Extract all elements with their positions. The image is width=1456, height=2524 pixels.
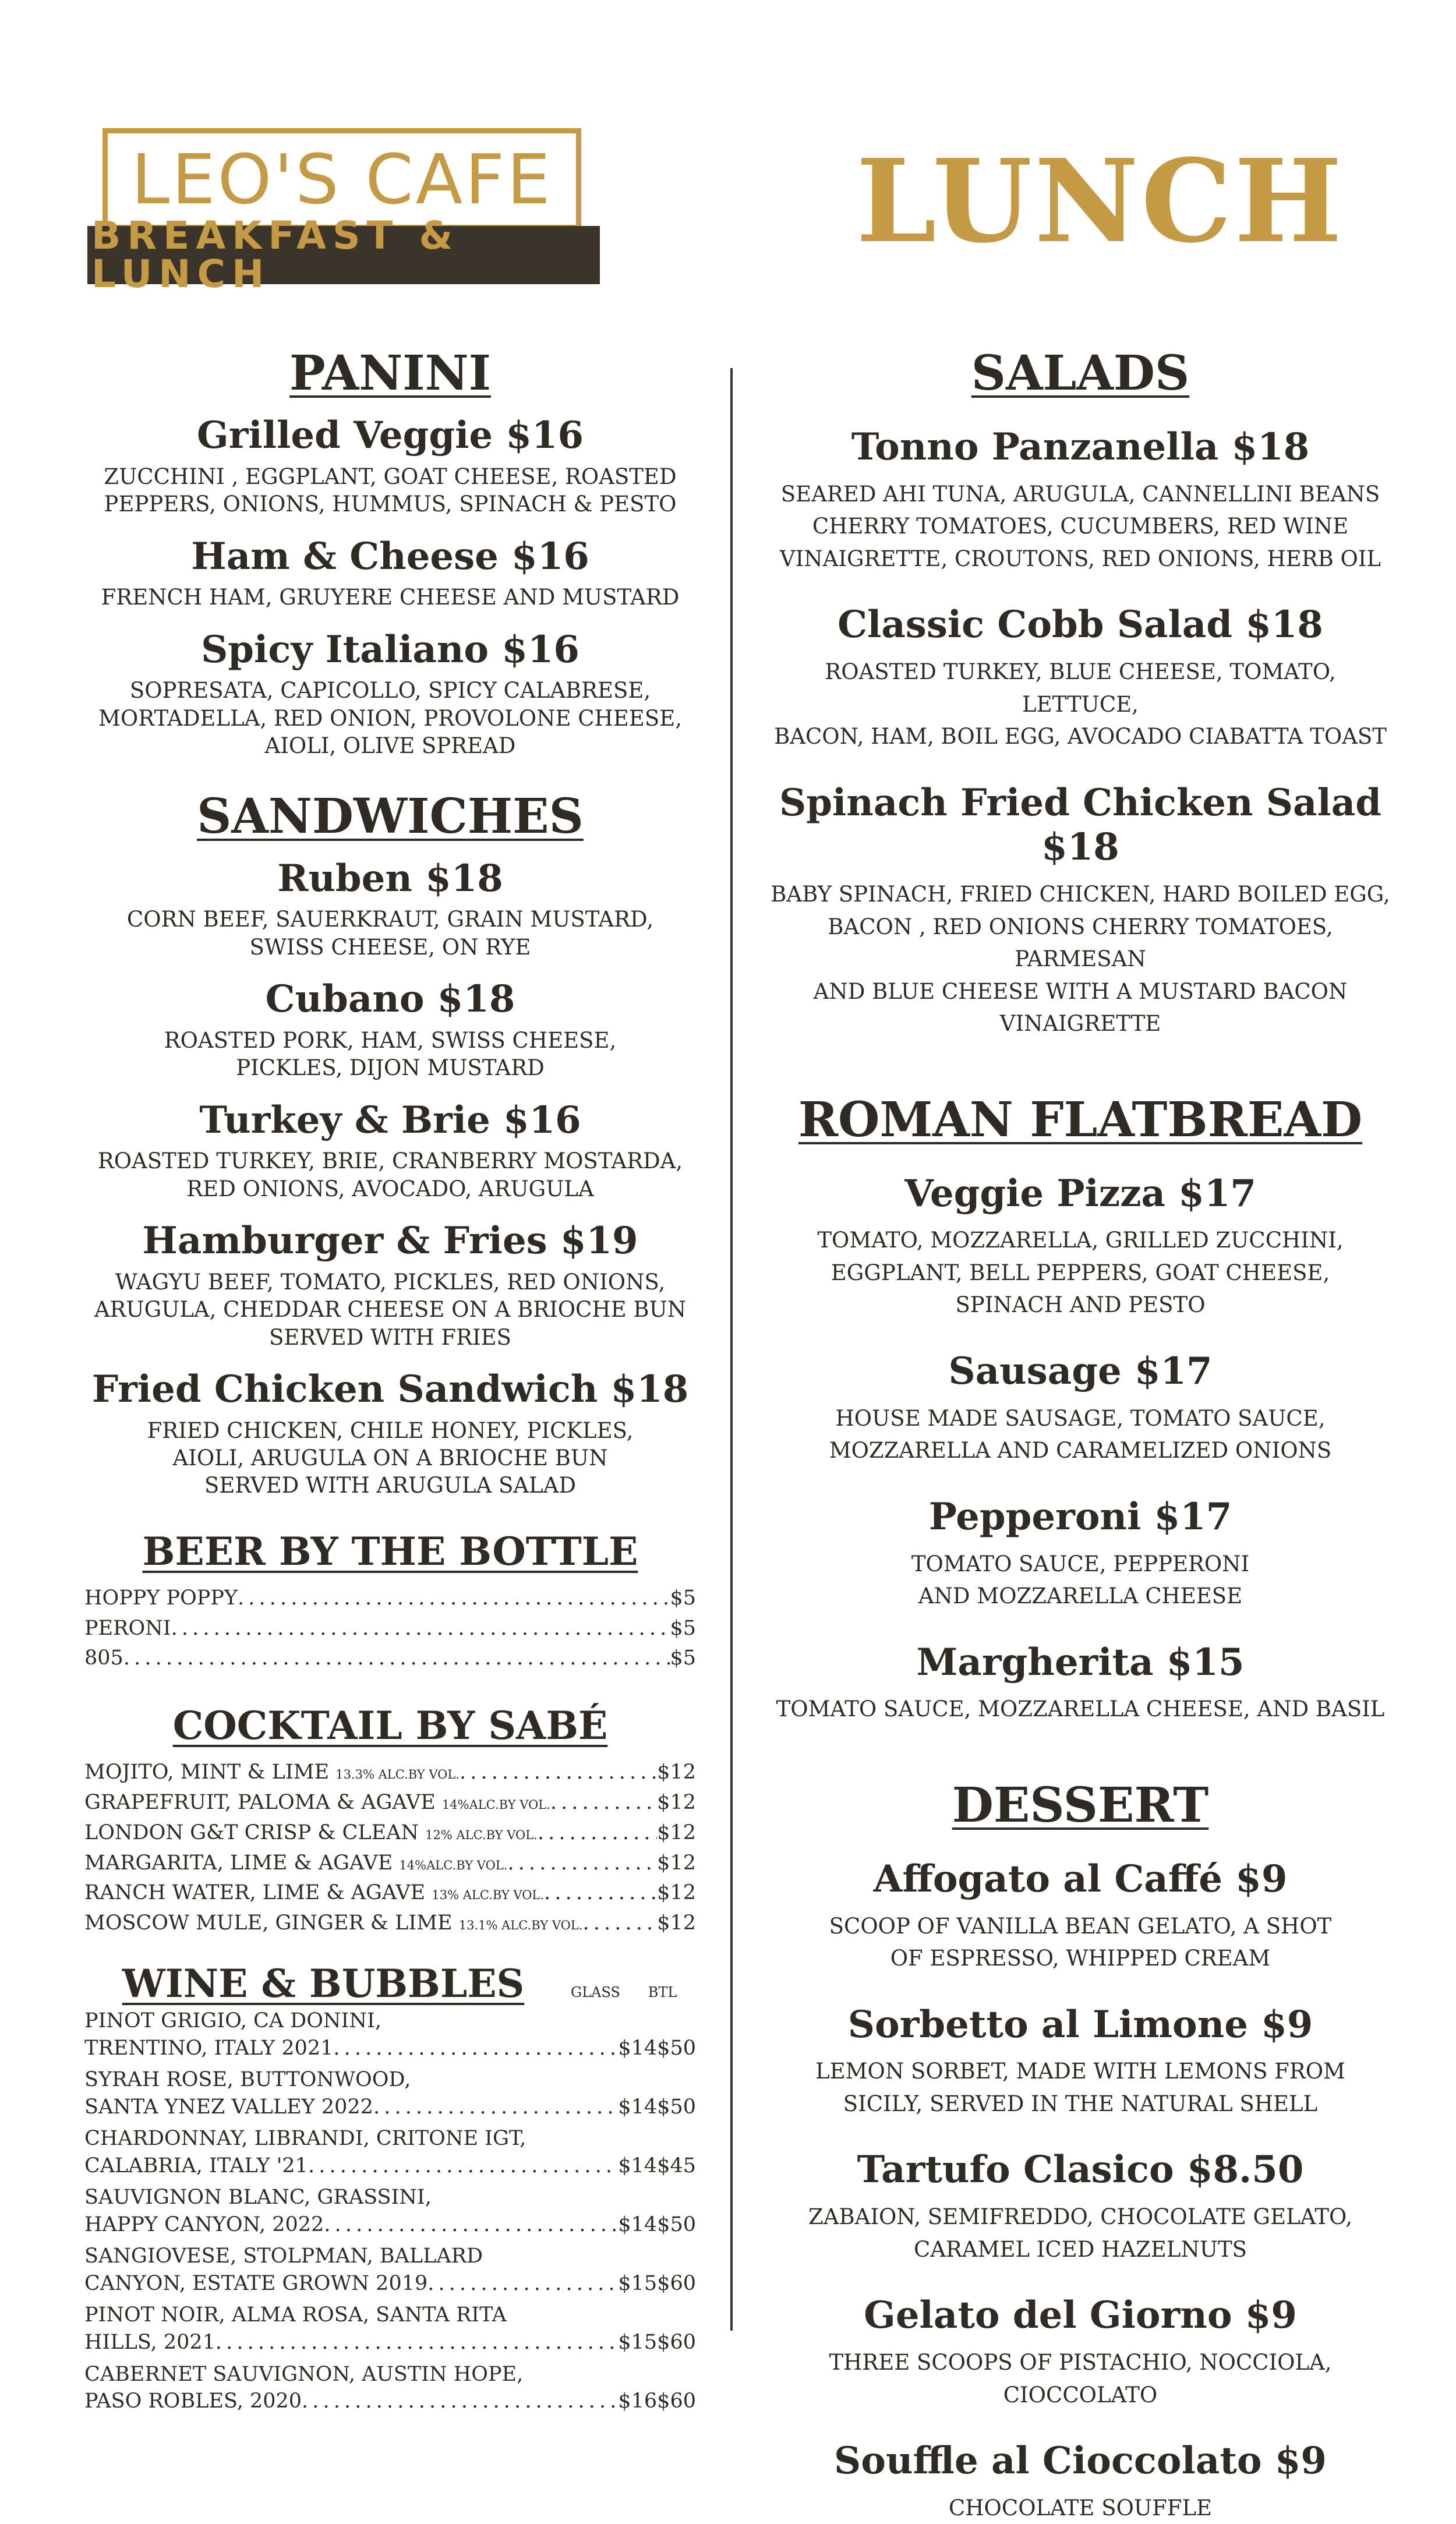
wine-name: SAUVIGNON BLANC, GRASSINI, — [84, 2186, 432, 2210]
menu-item — [84, 1098, 696, 1203]
dot-leader — [333, 2035, 618, 2062]
price-row — [84, 1818, 696, 1848]
section-title-beer: BEER BY THE BOTTLE — [142, 1528, 638, 1574]
price-row — [84, 1643, 696, 1674]
description-line: HOUSE MADE SAUSAGE, TOMATO SAUCE, — [835, 1405, 1326, 1431]
drink-name-text: GRAPEFRUIT, PALOMA & AGAVE — [84, 1791, 442, 1815]
drink-price: $12 — [657, 1881, 696, 1905]
wine-region: CALABRIA, ITALY '21 — [84, 2154, 308, 2177]
menu-item — [84, 1219, 696, 1351]
alcohol-content: 13% ALC.BY VOL. — [432, 1888, 545, 1903]
wine-item — [84, 2184, 696, 2238]
dessert-items — [769, 1857, 1392, 2524]
description-line: CARAMEL ICED HAZELNUTS — [913, 2236, 1248, 2262]
wine-price-row — [84, 2152, 696, 2180]
item-name: Veggie Pizza $17 — [904, 1171, 1256, 1215]
menu-title: LUNCH — [856, 135, 1345, 268]
menu-item — [769, 1172, 1392, 1321]
dot-leader — [308, 2152, 618, 2180]
menu-item — [769, 2148, 1392, 2265]
bottle-price: $50 — [657, 2212, 696, 2236]
section-title-sandwiches: SANDWICHES — [197, 788, 584, 844]
drink-name-text: PERONI — [84, 1616, 171, 1640]
logo-band — [87, 213, 600, 296]
description-line: AND BLUE CHEESE WITH A MUSTARD BACON — [813, 978, 1348, 1004]
description-line: BABY SPINACH, FRIED CHICKEN, HARD BOILED EGG, — [771, 882, 1390, 907]
wine-price-row — [84, 2094, 696, 2121]
item-description — [84, 1268, 696, 1351]
item-description — [769, 878, 1392, 1040]
description-line: MOZZARELLA AND CARAMELIZED ONIONS — [829, 1438, 1332, 1464]
description-line: SOPRESATA, CAPICOLLO, SPICY CALABRESE, — [129, 678, 651, 704]
drink-name-text: MOJITO, MINT & LIME — [84, 1761, 336, 1784]
alcohol-content: 12% ALC.BY VOL. — [425, 1827, 538, 1842]
item-name: Fried Chicken Sandwich $18 — [91, 1367, 689, 1411]
description-line: TOMATO, MOZZARELLA, GRILLED ZUCCHINI, — [817, 1228, 1344, 1253]
dot-leader — [507, 1848, 657, 1879]
wine-item — [84, 2302, 696, 2356]
description-line: ROASTED TURKEY, BLUE CHEESE, TOMATO, LETTUCE, — [825, 659, 1336, 717]
description-line: SCOOP OF VANILLA BEAN GELATO, A SHOT — [829, 1913, 1332, 1939]
sandwich-items — [84, 857, 696, 1500]
menu-item — [84, 535, 696, 611]
drink-name-text: HOPPY POPPY — [84, 1586, 238, 1610]
glass-column-label: GLASS — [571, 1984, 620, 2001]
description-line: VINAIGRETTE — [999, 1011, 1161, 1037]
wine-region: TRENTINO, ITALY 2021 — [84, 2036, 334, 2060]
description-line: PEPPERS, ONIONS, HUMMUS, SPINACH & PESTO — [104, 492, 677, 517]
salad-items — [769, 425, 1392, 1040]
glass-price: $14 — [618, 2095, 658, 2119]
item-description — [769, 2346, 1392, 2411]
description-line: AND MOZZARELLA CHEESE — [918, 1583, 1243, 1609]
price-row — [84, 1583, 696, 1614]
item-description — [769, 2055, 1392, 2120]
glass-price: $14 — [618, 2036, 658, 2060]
wine-price-row — [84, 2329, 696, 2356]
item-name: Affogato al Caffé $9 — [873, 1857, 1288, 1901]
item-name: Ham & Cheese $16 — [191, 534, 589, 578]
right-column — [769, 345, 1392, 2524]
glass-price: $15 — [618, 2331, 658, 2355]
drink-name-text: LONDON G&T CRISP & CLEAN — [84, 1820, 426, 1844]
wine-item — [84, 2066, 696, 2120]
wine-price-row — [84, 2035, 696, 2062]
drink-name-text: 805 — [84, 1646, 123, 1670]
price-row — [84, 1614, 696, 1644]
wine-price-row — [84, 2388, 696, 2415]
description-line: ZUCCHINI , EGGPLANT, GOAT CHEESE, ROASTED — [104, 464, 677, 489]
description-line: BACON, HAM, BOIL EGG, AVOCADO CIABATTA TOAST — [774, 724, 1387, 750]
menu-item — [769, 1857, 1392, 1975]
dot-leader — [427, 2270, 618, 2297]
left-column — [84, 345, 696, 2415]
item-name: Tartufo Clasico $8.50 — [857, 2148, 1304, 2192]
drink-name — [84, 1878, 544, 1908]
cocktail-list — [84, 1758, 696, 1939]
description-line: WAGYU BEEF, TOMATO, PICKLES, RED ONIONS, — [115, 1269, 666, 1295]
item-name: Tonno Panzanella $18 — [851, 425, 1310, 469]
wine-item — [84, 2125, 696, 2179]
wine-item — [84, 2007, 696, 2062]
description-line: ZABAION, SEMIFREDDO, CHOCOLATE GELATO, — [808, 2204, 1352, 2230]
dot-leader — [460, 1758, 657, 1788]
dot-leader — [582, 1908, 657, 1939]
description-line: AIOLI, OLIVE SPREAD — [264, 733, 516, 759]
menu-item — [769, 2293, 1392, 2411]
item-name: Sausage $17 — [948, 1349, 1213, 1393]
item-name: Spinach Fried Chicken Salad $18 — [779, 780, 1381, 869]
dot-leader — [550, 1788, 657, 1818]
description-line: SERVED WITH ARUGULA SALAD — [204, 1473, 576, 1498]
glass-price: $14 — [618, 2154, 658, 2177]
description-line: MORTADELLA, RED ONION, PROVOLONE CHEESE, — [98, 705, 682, 731]
description-line: ROASTED PORK, HAM, SWISS CHEESE, — [164, 1027, 617, 1053]
item-name: Spicy Italiano $16 — [201, 627, 579, 671]
item-description — [84, 1147, 696, 1203]
section-title-dessert: DESSERT — [952, 1777, 1209, 1833]
menu-item — [84, 413, 696, 518]
alcohol-content: 13.1% ALC.BY VOL. — [458, 1918, 583, 1933]
menu-item — [84, 628, 696, 760]
flatbread-items — [769, 1172, 1392, 1726]
dot-leader — [238, 1583, 670, 1614]
bottle-price: $45 — [657, 2154, 696, 2177]
drink-price: $12 — [657, 1791, 696, 1815]
glass-price: $14 — [618, 2212, 658, 2236]
description-line: AIOLI, ARUGULA ON A BRIOCHE BUN — [172, 1445, 608, 1471]
dot-leader — [171, 1614, 670, 1644]
item-name: Classic Cobb Salad $18 — [837, 603, 1323, 647]
drink-name — [84, 1908, 582, 1939]
section-title-panini: PANINI — [289, 345, 491, 401]
description-line: RED ONIONS, AVOCADO, ARUGULA — [186, 1176, 594, 1201]
alcohol-content: 14%ALC.BY VOL. — [441, 1798, 550, 1812]
drink-name-text: MOSCOW MULE, GINGER & LIME — [84, 1911, 459, 1935]
dot-leader — [324, 2211, 618, 2239]
wine-item — [84, 2243, 696, 2297]
drink-name-text: RANCH WATER, LIME & AGAVE — [84, 1881, 432, 1905]
item-description — [84, 1417, 696, 1500]
drink-name — [84, 1848, 507, 1879]
description-line: SICILY, SERVED IN THE NATURAL SHELL — [843, 2091, 1318, 2116]
item-name: Hamburger & Fries $19 — [142, 1219, 638, 1263]
item-description — [84, 906, 696, 961]
dot-leader — [123, 1643, 670, 1674]
wine-name: SYRAH ROSE, BUTTONWOOD, — [84, 2068, 411, 2092]
description-line: EGGPLANT, BELL PEPPERS, GOAT CHEESE, — [831, 1260, 1330, 1285]
description-line: PICKLES, DIJON MUSTARD — [236, 1055, 545, 1081]
item-name: Turkey & Brie $16 — [199, 1098, 581, 1142]
item-description — [84, 463, 696, 518]
item-name: Grilled Veggie $16 — [197, 413, 584, 457]
description-line: ARUGULA, CHEDDAR CHEESE ON A BRIOCHE BUN — [94, 1297, 687, 1323]
item-name: Cubano $18 — [265, 977, 515, 1021]
description-line: BACON , RED ONIONS CHERRY TOMATOES, PARMESAN — [828, 914, 1333, 972]
item-description — [769, 1224, 1392, 1321]
item-description — [769, 1910, 1392, 1975]
price-row — [84, 1788, 696, 1818]
description-line: SEARED AHI TUNA, ARUGULA, CANNELLINI BEANS — [780, 481, 1380, 507]
item-description — [84, 1027, 696, 1082]
section-title-salads: SALADS — [971, 345, 1190, 401]
item-description — [84, 584, 696, 611]
section-title-cocktail: COCKTAIL BY SABÉ — [172, 1703, 608, 1749]
drink-name — [84, 1788, 550, 1818]
bottle-price: $50 — [657, 2095, 696, 2119]
description-line: CHOCOLATE SOUFFLE — [948, 2495, 1213, 2521]
bottle-price: $50 — [657, 2036, 696, 2060]
drink-price: $5 — [670, 1586, 696, 1610]
menu-item — [769, 2439, 1392, 2524]
price-row — [84, 1908, 696, 1939]
beer-list — [84, 1583, 696, 1674]
description-line: CORN BEEF, SAUERKRAUT, GRAIN MUSTARD, — [126, 907, 654, 932]
glass-price: $15 — [618, 2271, 658, 2295]
menu-item — [769, 1349, 1392, 1467]
item-description — [769, 1548, 1392, 1613]
wine-region: HILLS, 2021 — [84, 2331, 215, 2355]
item-description — [769, 2201, 1392, 2265]
wine-list — [84, 2007, 696, 2415]
menu-item — [769, 1641, 1392, 1726]
bottle-column-label: BTL — [648, 1984, 677, 2001]
drink-name — [84, 1643, 123, 1674]
panini-items — [84, 413, 696, 760]
alcohol-content: 13.3% ALC.BY VOL. — [335, 1767, 460, 1782]
drink-price: $12 — [657, 1851, 696, 1875]
wine-region: PASO ROBLES, 2020 — [84, 2389, 302, 2413]
wine-name: CHARDONNAY, LIBRANDI, CRITONE IGT, — [84, 2127, 526, 2151]
description-line: VINAIGRETTE, CROUTONS, RED ONIONS, HERB OIL — [779, 546, 1381, 571]
logo-name: LEO'S CAFE — [131, 139, 553, 220]
bottle-price: $60 — [657, 2389, 696, 2413]
description-line: TOMATO SAUCE, PEPPERONI — [911, 1551, 1250, 1576]
item-description — [769, 1693, 1392, 1726]
menu-item — [769, 2003, 1392, 2120]
drink-name — [84, 1818, 538, 1848]
wine-price-row — [84, 2211, 696, 2239]
price-row — [84, 1758, 696, 1788]
menu-item — [84, 977, 696, 1082]
item-name: Gelato del Giorno $9 — [864, 2293, 1297, 2338]
drink-price: $5 — [670, 1616, 696, 1640]
item-description — [769, 656, 1392, 753]
wine-header — [84, 1961, 696, 2007]
wine-region: HAPPY CANYON, 2022 — [84, 2212, 324, 2236]
item-name: Sorbetto al Limone $9 — [847, 2002, 1313, 2046]
drink-name-text: MARGARITA, LIME & AGAVE — [84, 1851, 400, 1875]
description-line: TOMATO SAUCE, MOZZARELLA CHEESE, AND BASIL — [776, 1696, 1385, 1722]
drink-price: $12 — [657, 1911, 696, 1935]
drink-price: $12 — [657, 1820, 696, 1844]
wine-name: CABERNET SAUVIGNON, AUSTIN HOPE, — [84, 2362, 524, 2386]
bottle-price: $60 — [657, 2271, 696, 2295]
description-line: CHERRY TOMATOES, CUCUMBERS, RED WINE — [812, 514, 1349, 539]
drink-price: $12 — [657, 1761, 696, 1784]
cafe-logo — [87, 126, 600, 296]
drink-name — [84, 1583, 238, 1614]
menu-item — [769, 425, 1392, 575]
item-description — [769, 478, 1392, 575]
price-row — [84, 1878, 696, 1908]
description-line: SERVED WITH FRIES — [269, 1324, 511, 1350]
logo-subtitle: BREAKFAST & LUNCH — [91, 213, 460, 296]
glass-price: $16 — [618, 2389, 658, 2413]
wine-region: CANYON, ESTATE GROWN 2019 — [84, 2271, 428, 2295]
dot-leader — [373, 2094, 618, 2121]
description-line: ROASTED TURKEY, BRIE, CRANBERRY MOSTARDA, — [97, 1148, 683, 1174]
wine-name: PINOT NOIR, ALMA ROSA, SANTA RITA — [84, 2303, 507, 2327]
item-description — [769, 1402, 1392, 1467]
description-line: LEMON SORBET, MADE WITH LEMONS FROM — [815, 2059, 1345, 2084]
drink-price: $5 — [670, 1646, 696, 1670]
description-line: SPINACH AND PESTO — [955, 1292, 1206, 1318]
wine-price-row — [84, 2270, 696, 2297]
item-description — [84, 677, 696, 759]
menu-item — [769, 1495, 1392, 1613]
description-line: SWISS CHEESE, ON RYE — [249, 934, 531, 960]
description-line: FRENCH HAM, GRUYERE CHEESE AND MUSTARD — [101, 585, 680, 610]
item-name: Ruben $18 — [277, 856, 503, 900]
item-name: Margherita $15 — [916, 1640, 1245, 1684]
drink-name — [84, 1758, 460, 1788]
section-title-flatbread: ROMAN FLATBREAD — [798, 1091, 1363, 1148]
bottle-price: $60 — [657, 2331, 696, 2355]
alcohol-content: 14%ALC.BY VOL. — [399, 1858, 508, 1872]
dot-leader — [215, 2329, 618, 2356]
description-line: FRIED CHICKEN, CHILE HONEY, PICKLES, — [147, 1417, 634, 1443]
drink-name — [84, 1614, 171, 1644]
wine-region: SANTA YNEZ VALLEY 2022 — [84, 2095, 373, 2119]
dot-leader — [538, 1818, 657, 1848]
menu-item — [84, 857, 696, 961]
dot-leader — [302, 2388, 618, 2415]
menu-item — [769, 781, 1392, 1040]
description-line: THREE SCOOPS OF PISTACHIO, NOCCIOLA, — [829, 2350, 1332, 2375]
price-row — [84, 1848, 696, 1879]
column-divider — [730, 368, 733, 2331]
wine-name: SANGIOVESE, STOLPMAN, BALLARD — [84, 2244, 483, 2268]
item-description — [769, 2492, 1392, 2524]
menu-item — [769, 603, 1392, 752]
wine-item — [84, 2361, 696, 2415]
section-title-wine: WINE & BUBBLES — [122, 1961, 525, 2007]
wine-name: PINOT GRIGIO, CA DONINI, — [84, 2009, 381, 2033]
item-name: Pepperoni $17 — [928, 1494, 1232, 1539]
description-line: CIOCCOLATO — [1003, 2382, 1158, 2408]
description-line: OF ESPRESSO, WHIPPED CREAM — [890, 1946, 1271, 1971]
item-name: Souffle al Cioccolato $9 — [834, 2439, 1327, 2483]
menu-item — [84, 1367, 696, 1500]
dot-leader — [544, 1878, 657, 1908]
